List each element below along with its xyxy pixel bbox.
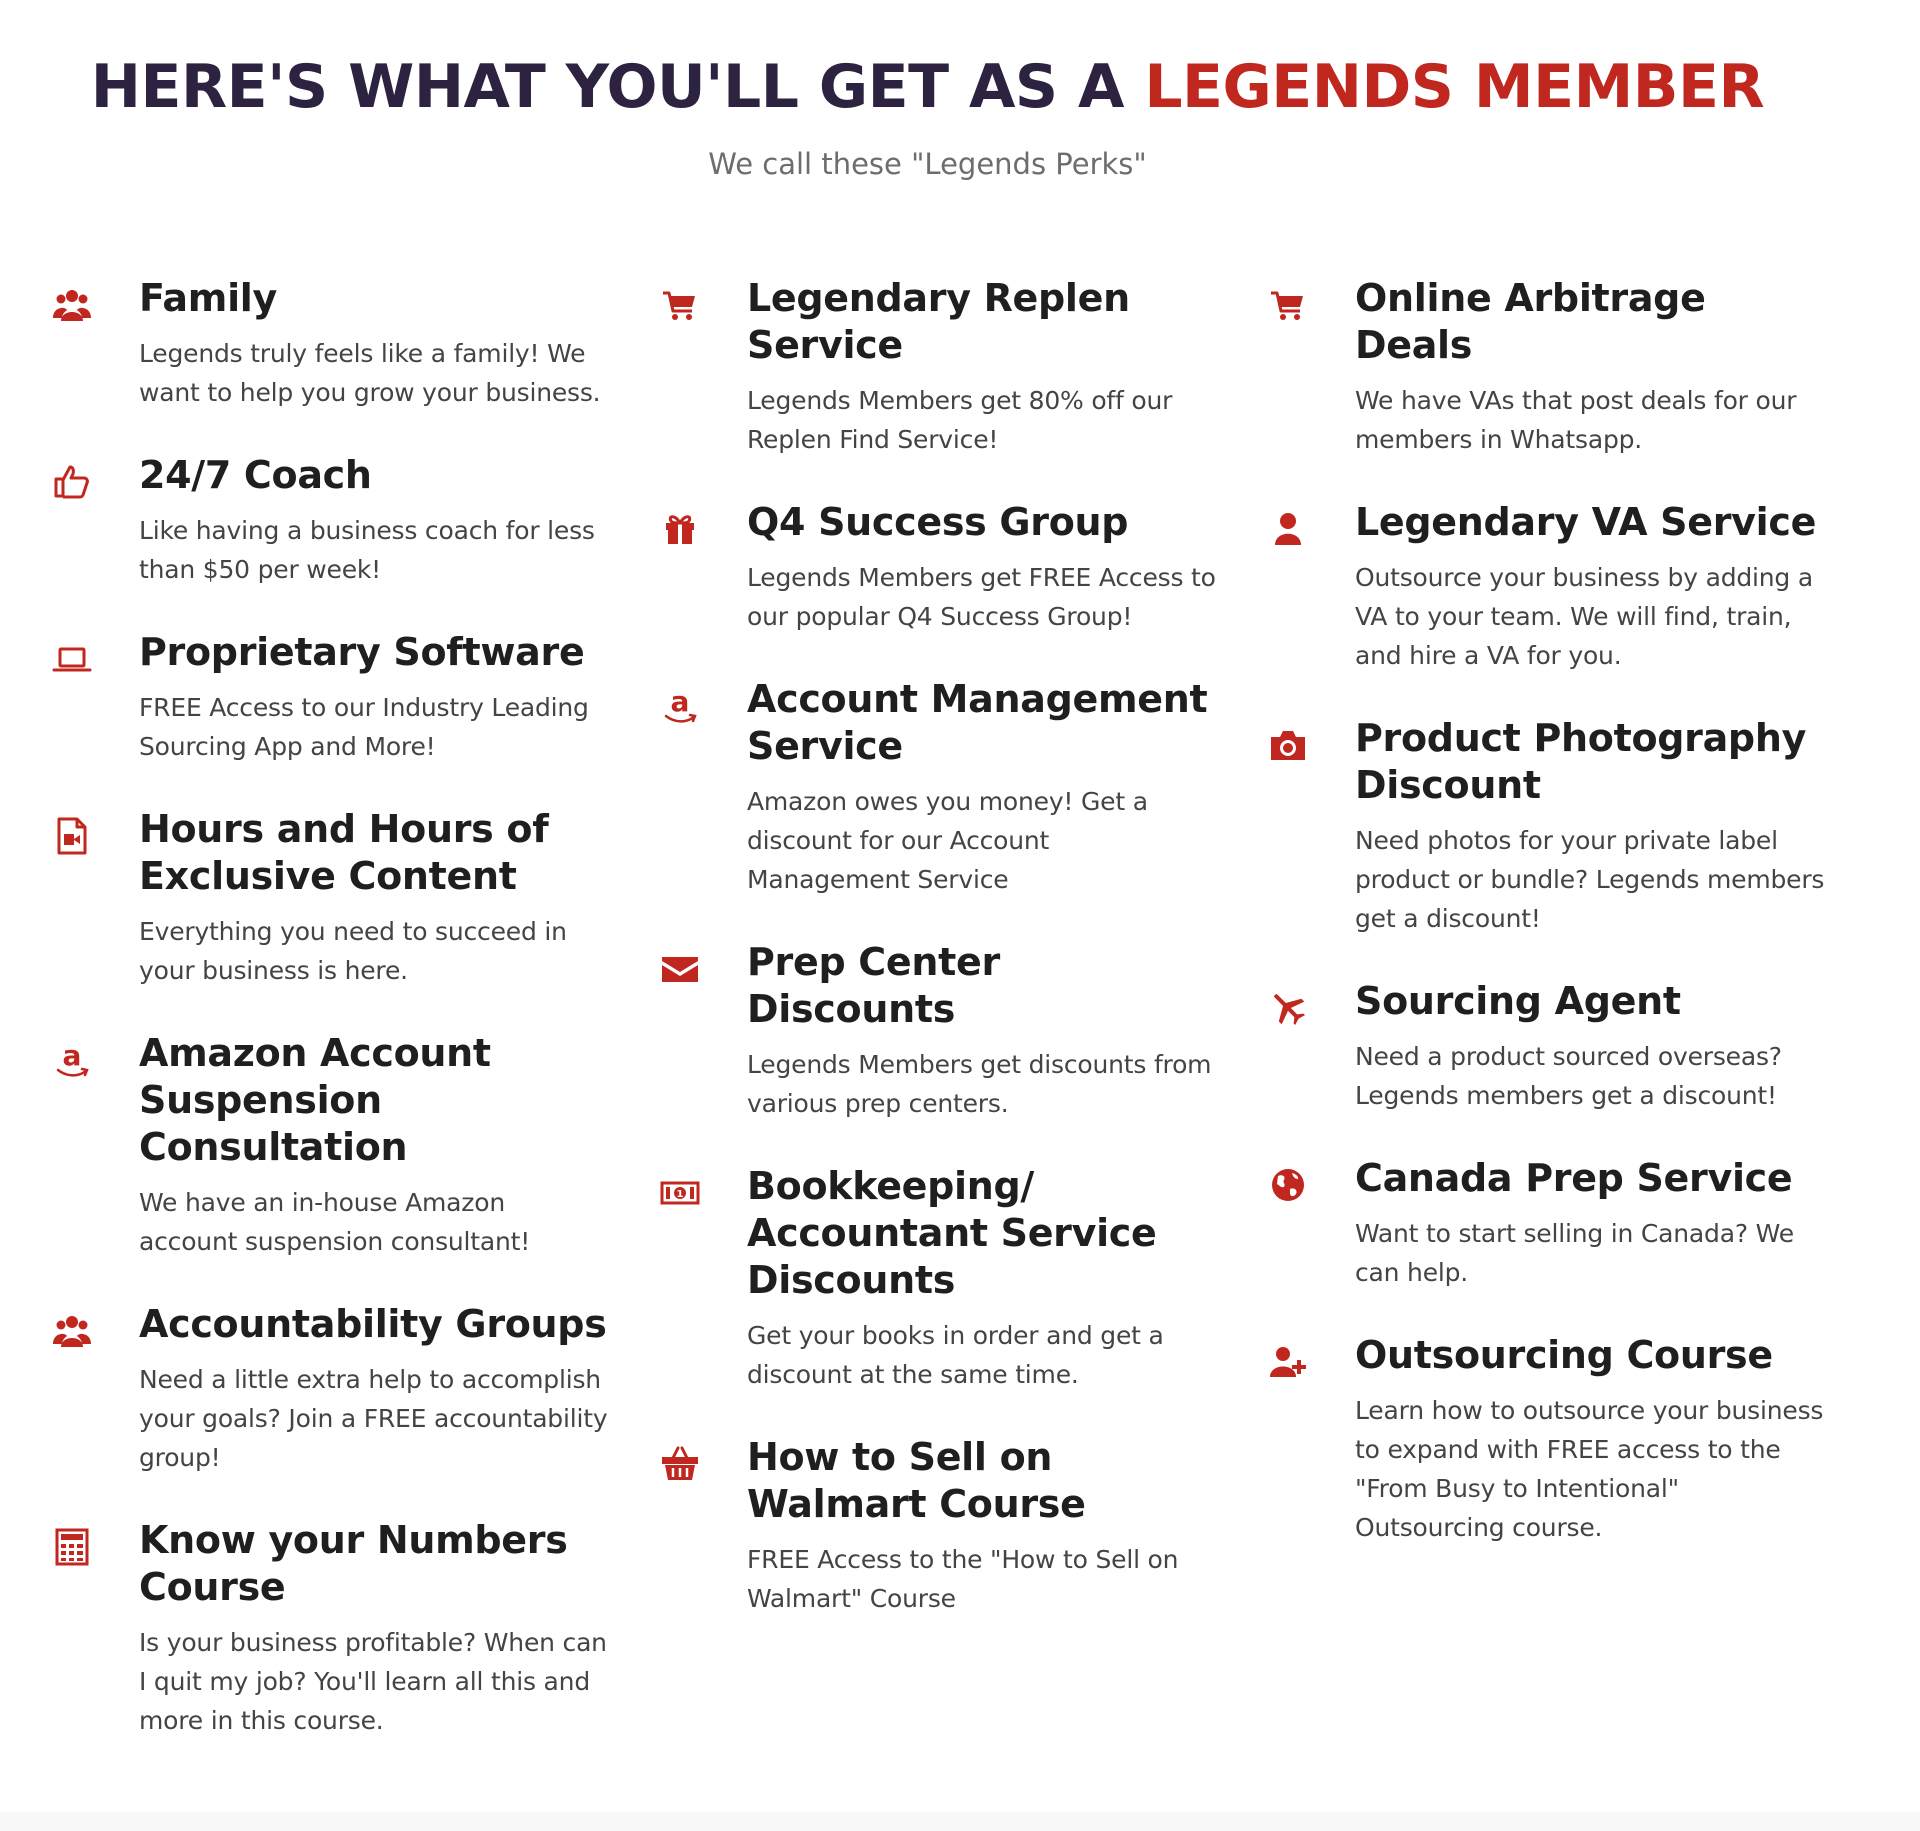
perk-title: Legendary Replen Service [747,276,1130,367]
perk-description: Like having a business coach for less than $50 per week! [139,516,595,584]
globe-icon [1266,1163,1310,1207]
calculator-icon [50,1525,94,1569]
perk-description: Need a little extra help to accomplish your goals? Join a FREE accountability group! [139,1365,608,1472]
perk-item [50,806,610,990]
perk-item [1266,1155,1826,1292]
user-icon [1266,507,1310,551]
envelope-icon [658,947,702,991]
page-title [0,48,1855,126]
perk-title: Sourcing Agent [1355,979,1681,1023]
perk-title: Outsourcing Course [1355,1333,1773,1377]
basket-icon [658,1442,702,1486]
group-icon [50,1309,94,1353]
perk-title: Q4 Success Group [747,500,1129,544]
perk-title: Prep Center Discounts [747,940,1000,1031]
perk-item [658,1434,1218,1618]
perk-item [1266,499,1826,675]
svg-text:1: 1 [676,1189,684,1200]
perk-item [50,452,610,589]
perk-title: Online Arbitrage Deals [1355,276,1706,367]
perk-description: Want to start selling in Canada? We can help. [1355,1219,1794,1287]
amazon-icon [50,1038,94,1082]
group-icon [50,283,94,327]
perk-item [658,676,1218,899]
perk-item [658,939,1218,1123]
perk-description: Is your business profitable? When can I quit my job? You'll learn all this and more in this course. [139,1628,607,1735]
perk-item [50,275,610,412]
perk-title: Family [139,276,277,320]
perk-title: Legendary VA Service [1355,500,1817,544]
perk-item [658,1163,1218,1394]
perk-item [1266,978,1826,1115]
perk-title: Proprietary Software [139,630,585,674]
perk-item [658,275,1218,459]
thumbs-up-icon [50,460,94,504]
perk-item [50,629,610,766]
perk-description: Legends Members get 80% off our Replen Find Service! [747,386,1173,454]
perk-description: We have VAs that post deals for our members in Whatsapp. [1355,386,1797,454]
perks-column-3 [1266,275,1826,1547]
perk-title: Bookkeeping/ Accountant Service Discounts [747,1164,1157,1302]
page-title-main: HERE'S WHAT YOU'LL GET AS A [90,52,1145,122]
perk-title: Know your Numbers Course [139,1518,568,1609]
gift-icon [658,507,702,551]
perk-description: Need photos for your private label product or bundle? Legends members get a discount! [1355,826,1825,933]
cart-icon [1266,283,1310,327]
cart-icon [658,283,702,327]
svg-text:a: a [62,1040,82,1072]
perk-description: FREE Access to our Industry Leading Sourcing App and More! [139,693,589,761]
laptop-icon [50,637,94,681]
amazon-icon [658,684,702,728]
perk-description: Get your books in order and get a discount at the same time. [747,1321,1164,1389]
perks-column-1 [50,275,610,1740]
perk-description: Legends Members get FREE Access to our popular Q4 Success Group! [747,563,1216,631]
perk-item [1266,275,1826,459]
perk-title: How to Sell on Walmart Course [747,1435,1086,1526]
perk-title: Product Photography Discount [1355,716,1807,807]
svg-text:a: a [670,686,690,718]
page-title-accent: LEGENDS MEMBER [1144,52,1765,122]
perk-description: We have an in-house Amazon account suspension consultant! [139,1188,531,1256]
perk-title: Accountability Groups [139,1302,607,1346]
perk-title: Hours and Hours of Exclusive Content [139,807,549,898]
perk-item [50,1030,610,1261]
perk-description: Need a product sourced overseas? Legends members get a discount! [1355,1042,1782,1110]
perk-description: Everything you need to succeed in your business is here. [139,917,567,985]
perk-description: Learn how to outsource your business to expand with FREE access to the "From Busy to Intentional" Outsourcing course. [1355,1396,1824,1542]
perk-title: Canada Prep Service [1355,1156,1793,1200]
money-bill-icon [658,1171,702,1215]
perk-item [50,1517,610,1740]
page-header [0,48,1855,182]
perk-description: Amazon owes you money! Get a discount for our Account Management Service [747,787,1148,894]
perks-column-2 [658,275,1218,1618]
user-plus-icon [1266,1340,1310,1384]
perk-item [1266,715,1826,938]
perk-title: Account Management Service [747,677,1208,768]
perk-title: 24/7 Coach [139,453,372,497]
video-file-icon [50,814,94,858]
page-subtitle: We call these "Legends Perks" [708,147,1147,181]
perk-description: FREE Access to the "How to Sell on Walmart" Course [747,1545,1179,1613]
perk-item [658,499,1218,636]
perk-description: Legends truly feels like a family! We want to help you grow your business. [139,339,601,407]
perk-description: Legends Members get discounts from various prep centers. [747,1050,1212,1118]
perk-title: Amazon Account Suspension Consultation [139,1031,491,1169]
page-bottom-band [0,1812,1920,1831]
perk-description: Outsource your business by adding a VA to your team. We will find, train, and hire a VA for you. [1355,563,1813,670]
perk-item [1266,1332,1826,1547]
perk-item [50,1301,610,1477]
plane-icon [1266,986,1310,1030]
camera-icon [1266,723,1310,767]
